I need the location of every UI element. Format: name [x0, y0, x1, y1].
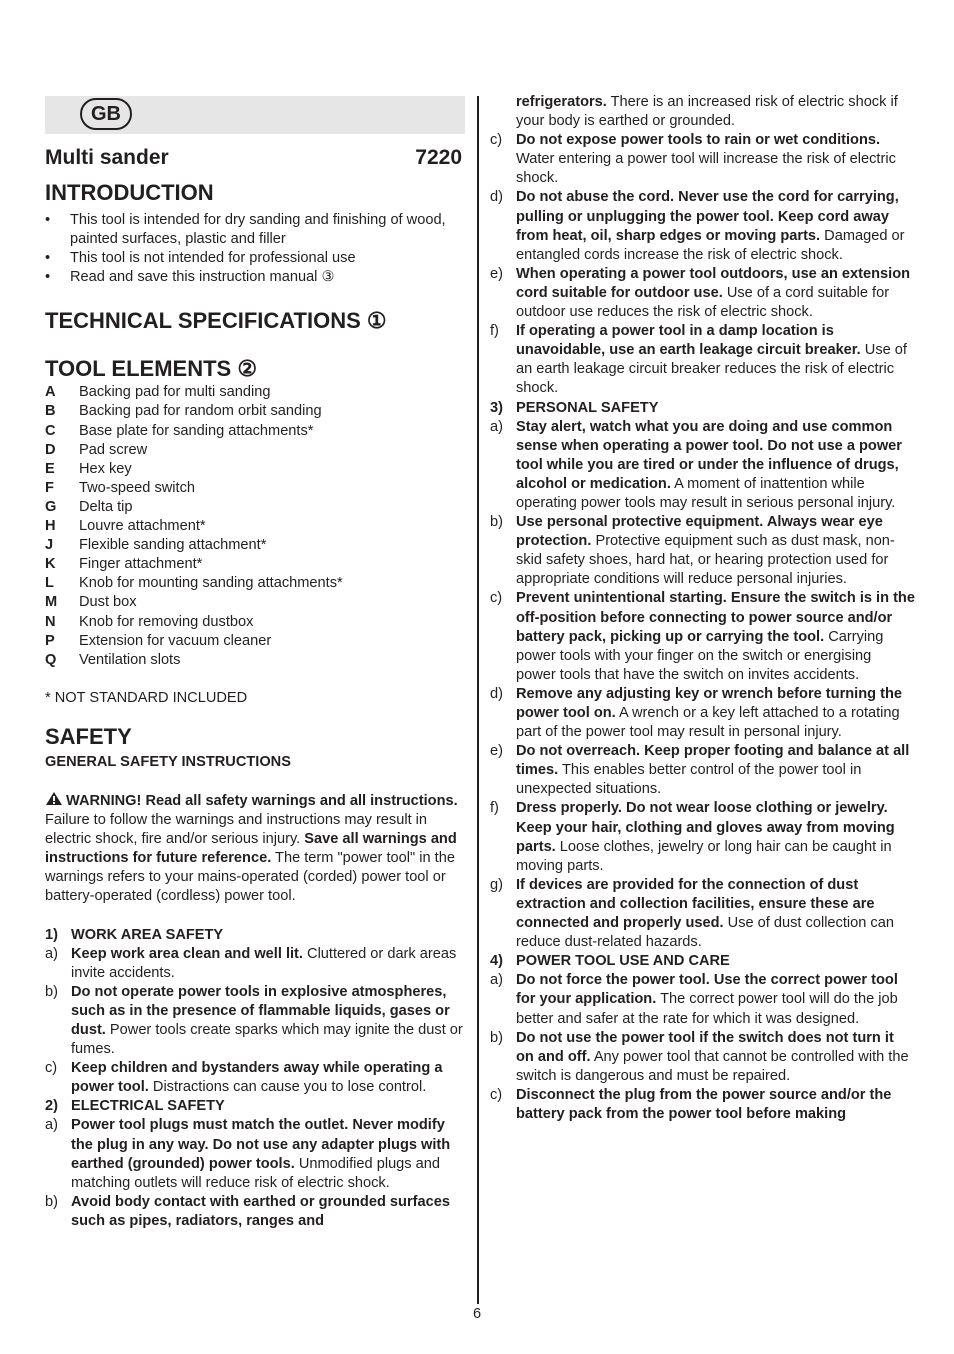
- item-text: [516, 265, 915, 322]
- element-letter: P: [45, 632, 55, 649]
- item-bold-text: Prevent unintentional starting. Ensure the switch is in the off-position before connecting to power source and/or battery pack, picking up or carrying the tool.: [516, 590, 915, 645]
- element-label: Delta tip: [79, 498, 133, 515]
- section-heading: [490, 399, 915, 418]
- left-safety-sections: [45, 926, 465, 1232]
- intro-bullets: [45, 211, 465, 287]
- item-normal-text: Unmodified plugs and matching outlets will reduce risk of electric shock.: [71, 1155, 440, 1191]
- element-letter: D: [45, 441, 56, 458]
- element-label: Dust box: [79, 594, 137, 611]
- item-bold-text: Disconnect the plug from the power source and/or the battery pack from the power tool before making: [516, 1086, 892, 1122]
- safety-item: [490, 876, 915, 952]
- safety-heading: SAFETY: [45, 723, 132, 749]
- tool-element-row: [45, 632, 465, 651]
- item-normal-text: Protective equipment such as dust mask, non-skid safety shoes, hard hat, or hearing protection used for appropriate conditions will reduce personal injuries.: [516, 533, 895, 588]
- language-bar: [45, 96, 465, 134]
- item-bold-text: Dress properly. Do not wear loose clothing or jewelry. Keep your hair, clothing and gloves away from moving parts.: [516, 800, 895, 855]
- section-title: WORK AREA SAFETY: [71, 926, 224, 943]
- element-label: Finger attachment*: [79, 556, 203, 573]
- section-heading: [45, 926, 465, 945]
- item-marker: c): [490, 1086, 503, 1103]
- tool-element-row: [45, 498, 465, 517]
- element-letter: H: [45, 518, 56, 535]
- section-title: ELECTRICAL SAFETY: [71, 1098, 225, 1115]
- section-number: 1): [45, 926, 58, 943]
- item-marker: e): [490, 743, 503, 760]
- item-bold-text: Avoid body contact with earthed or grounded surfaces such as pipes, radiators, ranges and: [71, 1193, 450, 1229]
- safety-item: [490, 131, 915, 188]
- element-label: Extension for vacuum cleaner: [79, 632, 272, 649]
- safety-item: [45, 1116, 465, 1192]
- item-text: [516, 799, 915, 875]
- safety-item: [490, 418, 915, 513]
- item-normal-text: Power tools create sparks which may ignite the dust or fumes.: [71, 1022, 463, 1058]
- safety-item: [45, 1059, 465, 1097]
- item-text: [516, 93, 915, 131]
- item-marker: d): [490, 189, 503, 206]
- item-normal-text: Cluttered or dark areas invite accidents.: [71, 945, 457, 981]
- tool-element-row: [45, 441, 465, 460]
- item-text: [71, 1193, 465, 1231]
- element-label: Louvre attachment*: [79, 518, 206, 535]
- item-bold-text: Do not abuse the cord. Never use the cord for carrying, pulling or unplugging the power tool. Keep cord away from heat, oil, sharp edges or moving parts.: [516, 189, 899, 244]
- item-normal-text: The correct power tool will do the job better and safer at the rate for which it was designed.: [516, 991, 898, 1027]
- item-normal-text: Use of dust collection can reduce dust-related hazards.: [516, 915, 894, 951]
- item-marker: b): [490, 514, 503, 531]
- safety-item: [490, 1029, 915, 1086]
- item-normal-text: Water entering a power tool will increase the risk of electric shock.: [516, 151, 896, 187]
- item-normal-text: Loose clothes, jewelry or long hair can be caught in moving parts.: [516, 838, 892, 874]
- safety-item: [490, 589, 915, 684]
- product-name: Multi sander: [45, 146, 169, 169]
- item-marker: b): [490, 1029, 503, 1046]
- tool-element-row: [45, 422, 465, 441]
- item-normal-text: Carrying power tools with your finger on the switch or energising power tools that have the switch on invites accidents.: [516, 628, 884, 683]
- item-text: [516, 188, 915, 264]
- product-title-row: [45, 145, 465, 171]
- item-text: [516, 1029, 915, 1086]
- section-number: 3): [490, 399, 503, 416]
- tool-element-row: [45, 574, 465, 593]
- tool-element-row: [45, 593, 465, 612]
- safety-item: [490, 513, 915, 589]
- item-marker: d): [490, 685, 503, 702]
- section-heading: [45, 1097, 465, 1116]
- item-normal-text: Distractions can cause you to lose control.: [148, 1079, 427, 1096]
- item-marker: c): [45, 1060, 58, 1077]
- item-marker: f): [490, 800, 499, 817]
- tool-element-row: [45, 402, 465, 421]
- item-marker: a): [490, 418, 503, 435]
- item-text: [516, 971, 915, 1028]
- item-normal-text: A wrench or a key left attached to a rotating part of the power tool may result in personal injury.: [516, 705, 900, 741]
- safety-item: [490, 1086, 915, 1124]
- element-letter: K: [45, 556, 56, 573]
- item-normal-text: Damaged or entangled cords increase the risk of electric shock.: [516, 227, 905, 263]
- element-letter: Q: [45, 651, 57, 668]
- tool-elements-heading: TOOL ELEMENTS ②: [45, 356, 258, 382]
- list-item: • Read and save this instruction manual ③: [45, 268, 465, 287]
- page-number: 6: [472, 1306, 482, 1322]
- general-safety-heading: GENERAL SAFETY INSTRUCTIONS: [45, 753, 291, 770]
- item-marker: c): [490, 132, 503, 149]
- item-bold-text: Do not force the power tool. Use the correct power tool for your application.: [516, 972, 898, 1008]
- item-bold-text: Do not use the power tool if the switch does not turn it on and off.: [516, 1029, 894, 1065]
- warning-paragraph: WARNING! Read all safety warnings and all instructions. Failure to follow the warnings and instructions may result in electric shock, fire and/or serious injury. Save all warnings and instructions for future reference. The term "power tool" in the warnings refers to your mains-operated (corded) power tool or battery-operated (cordless) power tool.: [45, 792, 458, 905]
- tool-element-row: [45, 383, 465, 402]
- item-text: [516, 1086, 915, 1124]
- item-marker: [490, 93, 516, 131]
- element-label: Pad screw: [79, 441, 148, 458]
- item-normal-text: A moment of inattention while operating power tools may result in serious personal injury.: [516, 475, 896, 511]
- item-bold-text: Do not expose power tools to rain or wet conditions.: [516, 132, 881, 149]
- item-marker: b): [45, 983, 58, 1000]
- item-normal-text: Use of a cord suitable for outdoor use reduces the risk of electric shock.: [516, 284, 890, 321]
- safety-item: [490, 685, 915, 742]
- element-letter: N: [45, 613, 56, 630]
- item-text: [516, 685, 915, 742]
- item-marker: g): [490, 876, 503, 893]
- element-label: Ventilation slots: [79, 651, 181, 668]
- intro-heading: INTRODUCTION: [45, 180, 214, 205]
- element-letter: F: [45, 479, 54, 496]
- list-item: • This tool is intended for dry sanding and finishing of wood, painted surfaces, plastic and filler: [45, 211, 465, 249]
- section-number: 2): [45, 1098, 58, 1115]
- element-label: Flexible sanding attachment*: [79, 537, 267, 554]
- item-text: [516, 322, 915, 398]
- product-code: 7220: [415, 146, 462, 169]
- element-letter: E: [45, 460, 55, 477]
- item-marker: c): [490, 590, 503, 607]
- item-bold-text: Do not operate power tools in explosive atmospheres, such as in the presence of flammable liquids, gases or dust.: [71, 983, 450, 1038]
- element-letter: C: [45, 422, 56, 439]
- item-bold-text: Power tool plugs must match the outlet. Never modify the plug in any way. Do not use any adapter plugs with earthed (grounded) power tools.: [71, 1117, 451, 1172]
- safety-item: [490, 971, 915, 1028]
- item-text: [71, 1116, 465, 1192]
- element-letter: A: [45, 384, 56, 401]
- warning-triangle-icon: [45, 791, 63, 806]
- item-marker: a): [45, 945, 58, 962]
- tool-elements-list: [45, 383, 465, 669]
- safety-item: [490, 93, 915, 131]
- safety-item: [45, 1193, 465, 1231]
- safety-item: [490, 799, 915, 875]
- element-label: Backing pad for multi sanding: [79, 384, 271, 401]
- item-text: [71, 983, 465, 1059]
- item-marker: a): [490, 972, 503, 989]
- item-bold-text: Do not overreach. Keep proper footing and balance at all times.: [516, 743, 910, 779]
- item-marker: b): [45, 1193, 58, 1210]
- element-label: Hex key: [79, 460, 132, 477]
- element-label: Base plate for sanding attachments*: [79, 422, 314, 439]
- item-text: [516, 589, 915, 684]
- safety-item: [490, 265, 915, 322]
- item-text: [71, 1059, 465, 1097]
- item-marker: e): [490, 265, 503, 282]
- element-letter: L: [45, 575, 54, 592]
- safety-item: [490, 322, 915, 398]
- safety-item: [490, 188, 915, 264]
- item-bold-text: Keep children and bystanders away while operating a power tool.: [71, 1060, 443, 1096]
- item-normal-text: This enables better control of the power tool in unexpected situations.: [516, 762, 862, 798]
- tool-element-row: [45, 479, 465, 498]
- section-title: POWER TOOL USE AND CARE: [516, 953, 730, 970]
- section-title: PERSONAL SAFETY: [516, 399, 659, 416]
- item-text: [516, 513, 915, 589]
- tool-element-row: [45, 613, 465, 632]
- item-text: [516, 876, 915, 952]
- tool-element-row: [45, 555, 465, 574]
- tool-element-row: [45, 651, 465, 670]
- item-marker: f): [490, 323, 499, 340]
- not-included-note: * NOT STANDARD INCLUDED: [45, 689, 248, 706]
- element-label: Two-speed switch: [79, 479, 195, 496]
- right-column: [490, 93, 915, 1124]
- item-bold-text: If devices are provided for the connection of dust extraction and collection facilities, ensure these are connected and properly used.: [516, 876, 875, 932]
- item-bold-text: When operating a power tool outdoors, use an extension cord suitable for outdoor use.: [516, 265, 911, 301]
- column-divider: [477, 96, 479, 1304]
- tool-element-row: [45, 536, 465, 555]
- language-badge: GB: [80, 98, 132, 130]
- section-number: 4): [490, 953, 503, 970]
- item-text: [516, 131, 915, 188]
- tool-element-row: [45, 460, 465, 479]
- element-letter: G: [45, 498, 57, 515]
- tool-element-row: [45, 517, 465, 536]
- item-bold-text: If operating a power tool in a damp location is unavoidable, use an earth leakage circuit breaker.: [516, 323, 861, 359]
- item-bold-text: Use personal protective equipment. Always wear eye protection.: [516, 514, 883, 550]
- element-letter: M: [45, 594, 58, 611]
- item-text: [516, 742, 915, 799]
- specs-heading: TECHNICAL SPECIFICATIONS ①: [45, 308, 387, 334]
- item-text: [516, 418, 915, 513]
- safety-item: [45, 945, 465, 983]
- section-heading: [490, 952, 915, 971]
- element-label: Knob for removing dustbox: [79, 613, 254, 630]
- item-normal-text: Use of an earth leakage circuit breaker reduces the risk of electric shock.: [516, 342, 907, 397]
- element-label: Knob for mounting sanding attachments*: [79, 575, 343, 592]
- item-bold-text: refrigerators.: [516, 94, 607, 110]
- element-letter: B: [45, 403, 56, 420]
- safety-item: [490, 742, 915, 799]
- element-letter: J: [45, 537, 54, 554]
- item-bold-text: Keep work area clean and well lit.: [71, 945, 303, 962]
- item-normal-text: Any power tool that cannot be controlled with the switch is dangerous and must be repaired.: [516, 1048, 909, 1084]
- list-item: • This tool is not intended for professional use: [45, 249, 465, 268]
- item-marker: a): [45, 1117, 58, 1134]
- item-bold-text: Stay alert, watch what you are doing and use common sense when operating a power tool. Do not use a power tool while you are tired or under the influence of drugs, alcohol or medication.: [516, 418, 902, 492]
- left-column: [45, 96, 465, 1231]
- safety-item: [45, 983, 465, 1059]
- element-label: Backing pad for random orbit sanding: [79, 403, 322, 420]
- item-normal-text: There is an increased risk of electric shock if your body is earthed or grounded.: [516, 94, 898, 130]
- item-bold-text: Remove any adjusting key or wrench before turning the power tool on.: [516, 685, 903, 721]
- item-text: [71, 945, 465, 983]
